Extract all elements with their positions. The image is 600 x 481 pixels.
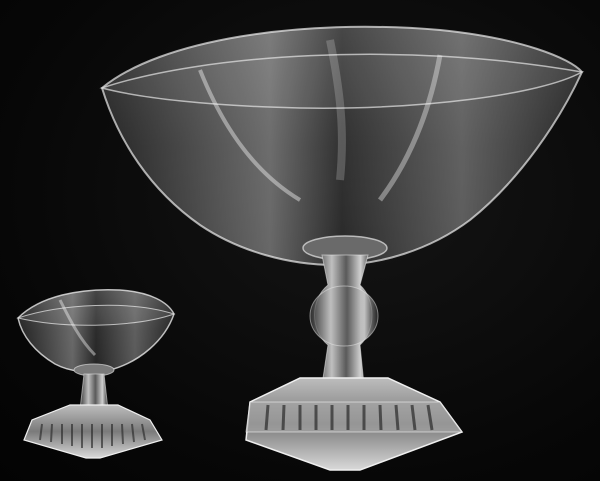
- large-stem-knop: [310, 286, 378, 346]
- small-compote: [18, 290, 174, 458]
- large-compote: [102, 27, 582, 470]
